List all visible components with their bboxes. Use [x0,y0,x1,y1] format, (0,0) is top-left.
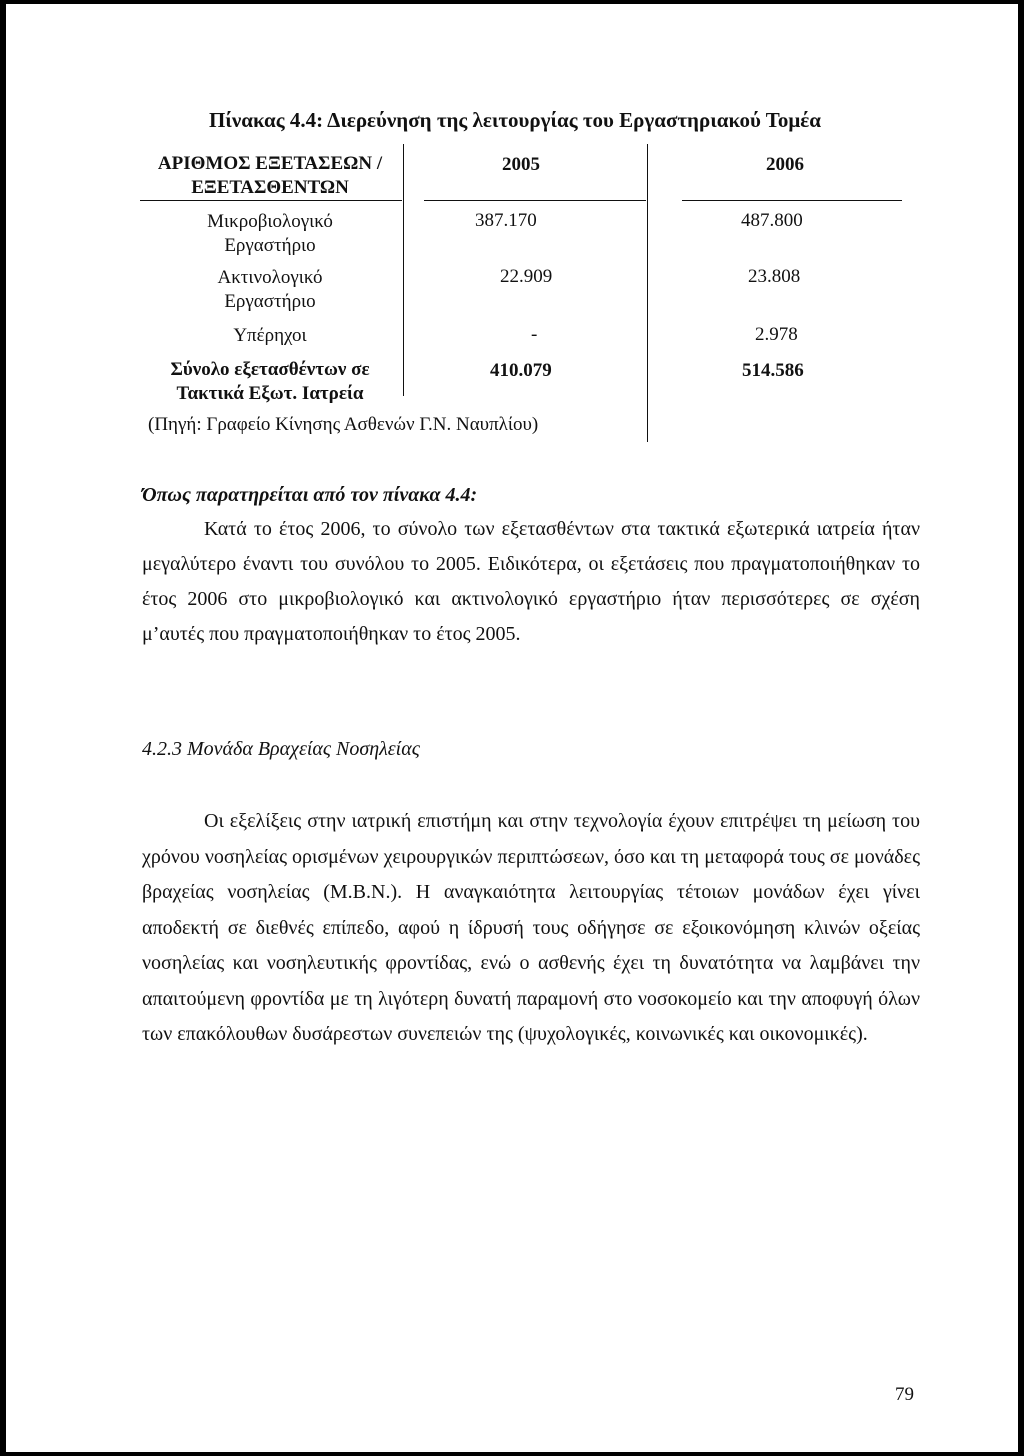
header-underline [140,200,402,201]
table-row-total: Σύνολο εξετασθέντων σε Τακτικά Εξωτ. Ιατρεία [170,359,370,404]
cell-2006: 23.808 [748,266,801,287]
table-source: (Πηγή: Γραφείο Κίνησης Ασθενών Γ.Ν. Ναυπλίου) [148,414,539,435]
cell-2005: - [531,324,538,345]
section-heading: 4.2.3 Μονάδα Βραχείας Νοσηλείας [142,738,420,760]
cell-2005: 410.079 [490,360,552,381]
header-2005: 2005 [502,154,540,175]
table-row: Υπέρηχοι [233,325,307,346]
section-paragraph: Οι εξελίξεις στην ιατρική επιστήμη και στην τεχνολογία έχουν επιτρέψει τη μείωση του χρόνου νοσηλείας ορισμένων χειρουργικών περιπτώσεων, όσο και τη μεταφορά τους σε μονάδες βραχείας νοσηλείας (Μ.Β.Ν.). Η αναγκαιότητα λειτουργίας τέτοιων μονάδων έχει γίνει αποδεκτή σε διεθνές επίπεδο, αφού η ίδρυσή τους οδήγησε σε εξοικονόμηση κλινών οξείας νοσηλείας και νοσηλευτικής φροντίδας, ενώ ο ασθενής έχει τη δυνατότητα να λαμβάνει την απαιτούμενη φροντίδα με τη λιγότερη δυνατή παραμονή στο νοσοκομείο και την αποφυγή όλων των επακόλουθων δυσάρεστων συνεπειών της (ψυχολογικές, κοινωνικές και οικονομικές). [142,810,920,1045]
table-row: Ακτινολογικό Εργαστήριο [217,267,323,312]
cell-2006: 487.800 [741,210,803,231]
header-2006: 2006 [766,154,804,175]
cell-2005: 387.170 [475,210,537,231]
table-rule [403,144,404,396]
cell-2005: 22.909 [500,266,553,287]
observation-paragraph: Κατά το έτος 2006, το σύνολο των εξετασθέντων στα τακτικά εξωτερικά ιατρεία ήταν μεγαλύτερο έναντι του συνόλου το 2005. Ειδικότερα, οι εξετάσεις που πραγματοποιήθηκαν το έτος 2006 στο μικροβιολογικό και ακτινολογικό εργαστήριο ήταν περισσότερες σε σχέση μ’αυτές που πραγματοποιήθηκαν το έτος 2005. [142,518,920,645]
header-underline [682,200,902,201]
header-exams: ΑΡΙΘΜΟΣ ΕΞΕΤΑΣΕΩΝ / ΕΞΕΤΑΣΘΕΝΤΩΝ [157,153,383,198]
table-title: Πίνακας 4.4: Διερεύνηση της λειτουργίας του Εργαστηριακού Τομέα [209,108,821,132]
cell-2006: 2.978 [755,324,798,345]
document-page [6,4,1018,1452]
header-underline [424,200,646,201]
observation-heading: Όπως παρατηρείται από τον πίνακα 4.4: [142,484,478,506]
page-number: 79 [895,1384,914,1405]
table-row: Μικροβιολογικό Εργαστήριο [207,211,333,256]
cell-2006: 514.586 [742,360,804,381]
table-rule [647,144,648,442]
